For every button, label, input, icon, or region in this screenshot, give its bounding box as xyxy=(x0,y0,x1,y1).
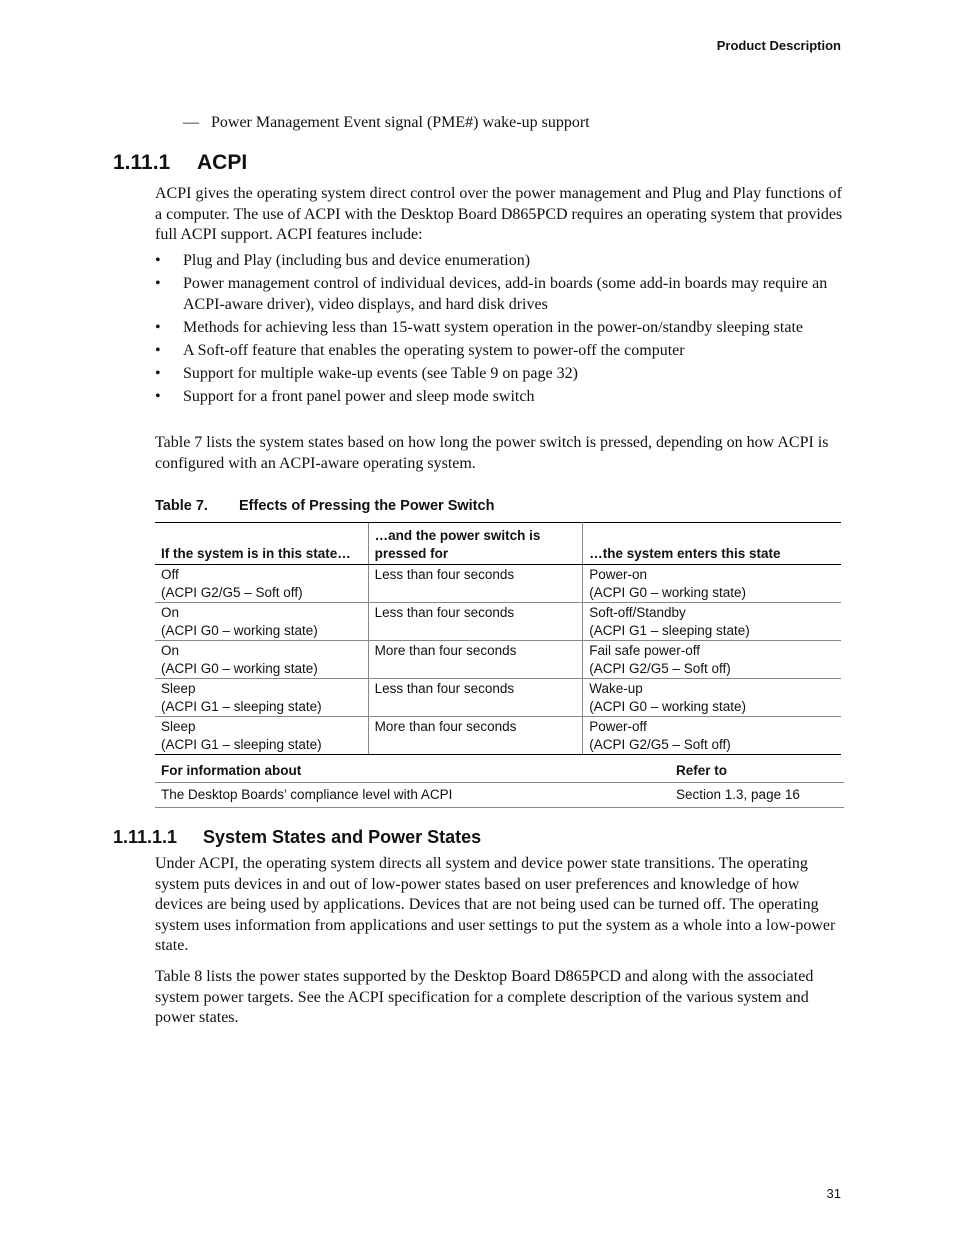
cell-text: Fail safe power-off xyxy=(589,643,701,658)
list-item-text: Support for multiple wake-up events (see Table 9 on page 32) xyxy=(183,365,578,382)
cell-text: Power-on xyxy=(589,567,647,582)
column-header: Refer to xyxy=(670,759,844,783)
table-row xyxy=(155,565,841,603)
cell-text: On xyxy=(161,643,180,658)
bullet-icon: • xyxy=(155,319,161,336)
table-cell xyxy=(583,679,841,717)
table-caption xyxy=(155,498,494,514)
list-item xyxy=(155,386,845,407)
list-item xyxy=(155,340,845,361)
list-item-text: Support for a front panel power and sleep mode switch xyxy=(183,388,535,405)
dash-marker: — xyxy=(183,114,199,131)
table-cell xyxy=(155,679,368,717)
cell-subtext: (ACPI G0 – working state) xyxy=(589,698,747,714)
reference-table xyxy=(155,759,844,808)
table-cell xyxy=(583,565,841,603)
cell-text: Off xyxy=(161,567,179,582)
table-cell: More than four seconds xyxy=(368,717,583,755)
cell-subtext: (ACPI G2/G5 – Soft off) xyxy=(161,584,303,600)
bullet-icon: • xyxy=(155,275,161,292)
table-cell xyxy=(155,717,368,755)
subsection-number: 1.11.1.1 xyxy=(113,827,178,847)
table-cell xyxy=(583,717,841,755)
table-title: Effects of Pressing the Power Switch xyxy=(239,498,495,514)
table-cell: More than four seconds xyxy=(368,641,583,679)
list-item-text: Methods for achieving less than 15-watt system operation in the power-on/standby sleeping state xyxy=(183,319,803,336)
cell-subtext: (ACPI G0 – working state) xyxy=(589,584,747,600)
cell-text: Power-off xyxy=(589,719,647,734)
bullet-icon: • xyxy=(155,365,161,382)
table-header-row xyxy=(155,523,841,565)
table-cell xyxy=(155,565,368,603)
table-intro-paragraph: Table 7 lists the system states based on how long the power switch is pressed, depending on how ACPI is configured with an ACPI-aware operating system. xyxy=(155,434,829,472)
section-title: ACPI xyxy=(197,151,248,174)
table-cell xyxy=(583,641,841,679)
cell-text: Sleep xyxy=(161,719,196,734)
list-item-text: A Soft-off feature that enables the operating system to power-off the computer xyxy=(183,342,685,359)
cell-subtext: (ACPI G0 – working state) xyxy=(161,622,318,638)
pme-support-text: Power Management Event signal (PME#) wake-up support xyxy=(211,114,590,131)
table-row xyxy=(155,783,844,808)
column-header: If the system is in this state… xyxy=(155,523,368,565)
table-row xyxy=(155,603,841,641)
cell-text: Sleep xyxy=(161,681,196,696)
list-item xyxy=(155,317,845,338)
section-heading xyxy=(113,151,247,175)
table-cell: Section 1.3, page 16 xyxy=(670,783,844,808)
list-item xyxy=(155,273,845,315)
bullet-icon: • xyxy=(155,342,161,359)
running-header: Product Description xyxy=(716,38,841,53)
table-cell: The Desktop Boards’ compliance level with ACPI xyxy=(155,783,670,808)
table-cell: Less than four seconds xyxy=(368,565,583,603)
column-header: …and the power switch is pressed for xyxy=(368,523,583,565)
table-header-row xyxy=(155,759,844,783)
cell-subtext: (ACPI G1 – sleeping state) xyxy=(161,698,322,714)
cell-subtext: (ACPI G1 – sleeping state) xyxy=(161,736,322,752)
table-cell: Less than four seconds xyxy=(368,603,583,641)
list-item-text: Plug and Play (including bus and device enumeration) xyxy=(183,252,531,269)
table-row xyxy=(155,641,841,679)
table-row xyxy=(155,717,841,755)
pme-support-item xyxy=(183,114,590,132)
power-switch-table xyxy=(155,522,841,755)
list-item xyxy=(155,363,845,384)
list-item-text: Power management control of individual devices, add-in boards (some add-in boards may require an ACPI-aware driver), video displays, and hard disk drives xyxy=(183,275,828,313)
table-cell: Less than four seconds xyxy=(368,679,583,717)
table8-intro-paragraph: Table 8 lists the power states supported by the Desktop Board D865PCD and along with the associated system power targets. See the ACPI specification for a complete description of the various system and power states. xyxy=(155,968,814,1026)
acpi-intro-paragraph: ACPI gives the operating system direct control over the power management and Plug and Play functions of a computer. The use of ACPI with the Desktop Board D865PCD requires an operating system that provides full ACPI support. ACPI features include: xyxy=(155,185,843,243)
cell-subtext: (ACPI G0 – working state) xyxy=(161,660,318,676)
bullet-icon: • xyxy=(155,388,161,405)
column-header: …the system enters this state xyxy=(583,523,841,565)
cell-text: Soft-off/Standby xyxy=(589,605,686,620)
table-cell xyxy=(155,603,368,641)
subsection-heading xyxy=(113,827,481,848)
table-row xyxy=(155,679,841,717)
acpi-feature-list xyxy=(155,250,845,409)
cell-subtext: (ACPI G2/G5 – Soft off) xyxy=(589,660,731,676)
cell-text: Wake-up xyxy=(589,681,643,696)
section-number: 1.11.1 xyxy=(113,151,171,174)
cell-subtext: (ACPI G1 – sleeping state) xyxy=(589,622,750,638)
subsection-title: System States and Power States xyxy=(203,827,482,847)
cell-text: On xyxy=(161,605,180,620)
bullet-icon: • xyxy=(155,252,161,269)
list-item xyxy=(155,250,845,271)
page-number: 31 xyxy=(826,1186,841,1201)
cell-subtext: (ACPI G2/G5 – Soft off) xyxy=(589,736,731,752)
table-label: Table 7. xyxy=(155,498,208,514)
table-cell xyxy=(155,641,368,679)
column-header: For information about xyxy=(155,759,670,783)
states-paragraph: Under ACPI, the operating system directs all system and device power state transitions. The operating system puts devices in and out of low-power states based on user preferences and knowledge of how devices are being used by applications. Devices that are not being used can be turned off. The operating system uses information from applications and user settings to put the system as a whole into a low-power state. xyxy=(155,855,836,954)
table-cell xyxy=(583,603,841,641)
